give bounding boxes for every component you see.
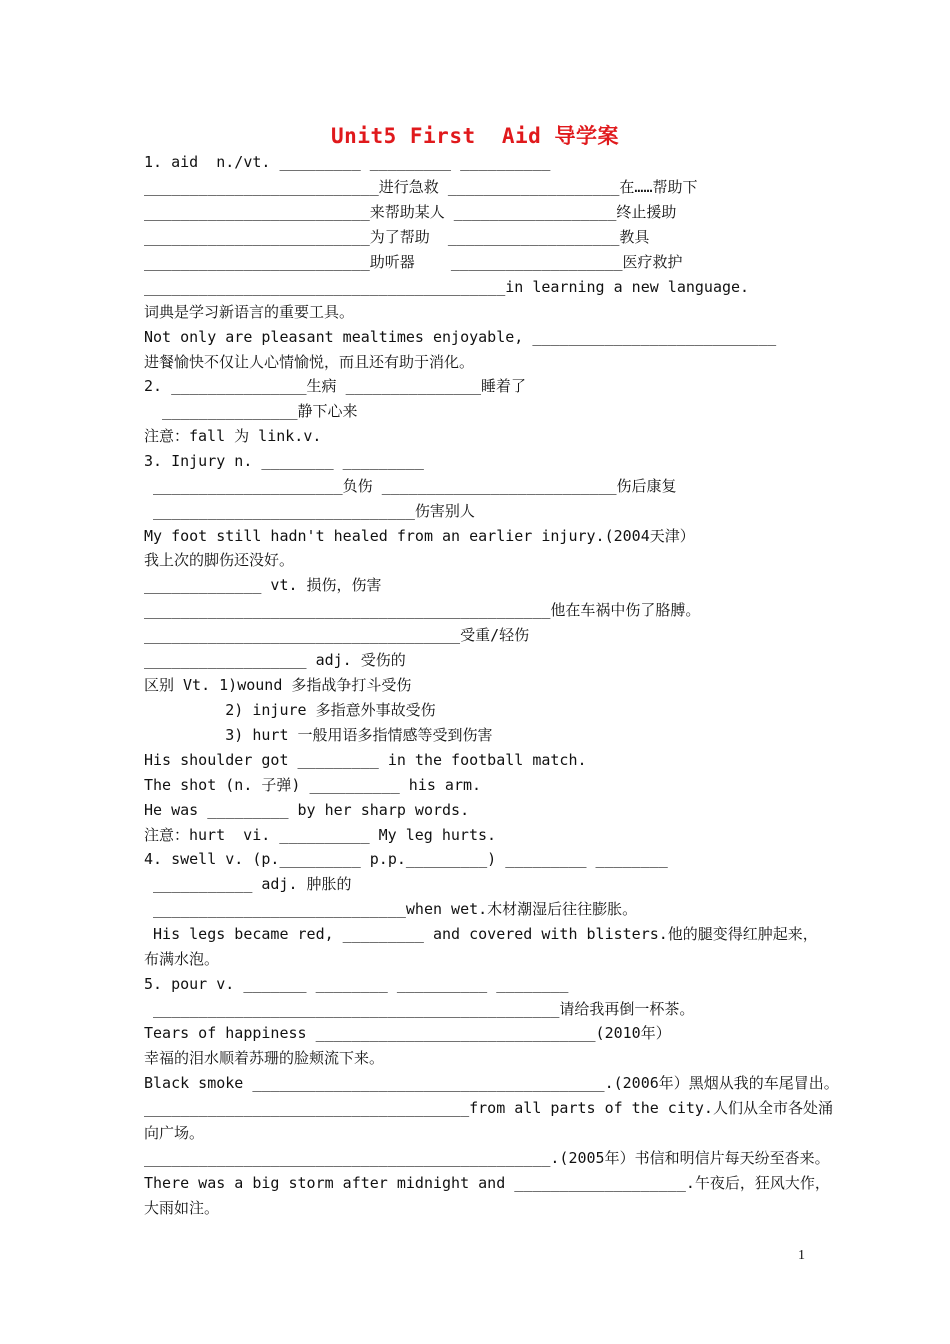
line-4: _________________________为了帮助 ___________________教具 [144,228,650,246]
line-18: _____________ vt. 损伤，伤害 [144,576,382,594]
line-38: Black smoke _______________________________________.(2006年）黑烟从我的车尾冒出。 [144,1074,839,1092]
line-21: __________________ adj. 受伤的 [144,651,406,669]
line-42: There was a big storm after midnight and ___________________.午夜后，狂风大作， [144,1174,830,1192]
line-25: His shoulder got _________ in the football match. [144,751,587,769]
line-29: 4. swell v. (p._________ p.p._________) _________ ________ [144,850,668,868]
line-6: ________________________________________in learning a new language. [144,278,750,296]
line-24: 3) hurt 一般用语多指情感等受到伤害 [144,726,493,744]
line-7: 词典是学习新语言的重要工具。 [144,303,355,321]
line-34: 5. pour v. _______ ________ __________ ________ [144,975,569,993]
line-15: _____________________________伤害别人 [144,502,475,520]
line-28: 注意：hurt vi. __________ My leg hurts. [144,826,497,844]
line-3: _________________________来帮助某人 __________________终止援助 [144,203,677,221]
line-32: His legs became red, _________ and covered with blisters.他的腿变得红肿起来， [144,925,818,943]
line-5: _________________________助听器 ___________________医疗救护 [144,253,683,271]
line-8: Not only are pleasant mealtimes enjoyable, ___________________________ [144,328,777,346]
line-16: My foot still hadn't healed from an earlier injury.(2004天津） [144,527,695,545]
line-26: The shot (n. 子弹) __________ his arm. [144,776,482,794]
line-14: _____________________负伤 __________________________伤后康复 [144,477,677,495]
line-35: _____________________________________________请给我再倒一杯茶。 [144,1000,695,1018]
line-36: Tears of happiness _______________________________(2010年） [144,1024,671,1042]
line-2: __________________________进行急救 ___________________在……帮助下 [144,178,698,196]
line-1: 1. aid n./vt. _________ _________ __________ [144,153,551,171]
line-27: He was _________ by her sharp words. [144,801,470,819]
line-22: 区别 Vt. 1)wound 多指战争打斗受伤 [144,676,412,694]
line-12: 注意：fall 为 link.v. [144,427,322,445]
line-33: 布满水泡。 [144,950,220,968]
line-31: ____________________________when wet.木材潮湿后往往膨胀。 [144,900,638,918]
line-19: _____________________________________________他在车祸中伤了胳膊。 [144,601,701,619]
line-11: _______________静下心来 [144,402,358,420]
line-13: 3. Injury n. ________ _________ [144,452,424,470]
line-23: 2) injure 多指意外事故受伤 [144,701,436,719]
line-9: 进餐愉快不仅让人心情愉悦，而且还有助于消化。 [144,353,475,371]
line-39: ____________________________________from all parts of the city.人们从全市各处涌 [144,1099,833,1117]
line-43: 大雨如注。 [144,1199,220,1217]
line-37: 幸福的泪水顺着苏珊的脸颊流下来。 [144,1049,385,1067]
page-title: Unit5 First Aid 导学案 [331,124,619,148]
line-17: 我上次的脚伤还没好。 [144,551,295,569]
line-41: _____________________________________________.(2005年）书信和明信片每天纷至沓来。 [144,1149,830,1167]
page-number: 1 [798,1248,805,1263]
line-10: 2. _______________生病 _______________睡着了 [144,377,527,395]
line-40: 向广场。 [144,1124,205,1142]
line-30: ___________ adj. 肿胀的 [144,875,352,893]
line-20: ___________________________________受重/轻伤 [144,626,530,644]
